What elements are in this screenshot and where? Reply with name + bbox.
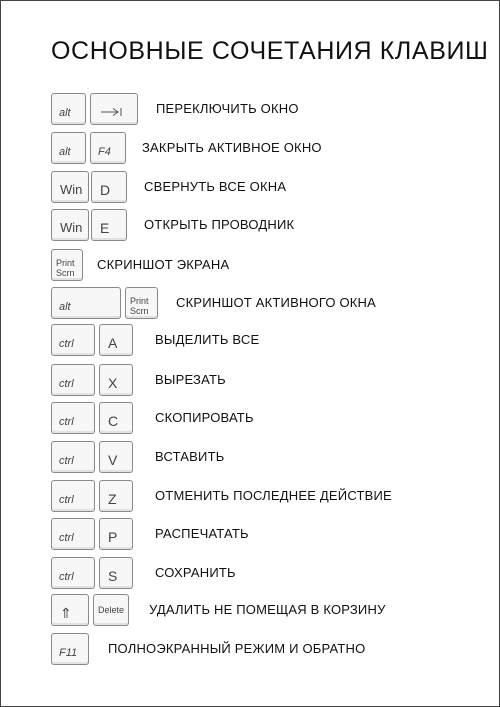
key-label: Print Scrn [56, 258, 75, 278]
shortcut-row [1, 287, 500, 323]
page-title: ОСНОВНЫЕ СОЧЕТАНИЯ КЛАВИШ [51, 37, 489, 65]
shortcut-description: УДАЛИТЬ НЕ ПОМЕЩАЯ В КОРЗИНУ [149, 602, 386, 617]
key-z [99, 480, 133, 512]
key-label: C [108, 413, 119, 429]
key-label: P [108, 529, 118, 545]
key-ctrl [51, 518, 95, 550]
key-label: alt [59, 301, 71, 313]
key-tab [90, 93, 138, 125]
shortcut-description: ВЫДЕЛИТЬ ВСЕ [155, 332, 260, 347]
shortcut-row [1, 594, 500, 630]
key-s [99, 557, 133, 589]
key-e [91, 209, 127, 241]
shortcut-row [1, 324, 500, 360]
key-label: alt [59, 107, 71, 119]
key-label: ctrl [59, 494, 74, 506]
key-label: V [108, 452, 118, 468]
key-v [99, 441, 133, 473]
shortcut-row [1, 557, 500, 593]
key-label: D [100, 182, 111, 198]
key-f4 [90, 132, 126, 164]
key-label: ctrl [59, 532, 74, 544]
shortcut-description: ВСТАВИТЬ [155, 449, 225, 464]
key-label: Delete [98, 605, 125, 615]
shortcut-description: ОТМЕНИТЬ ПОСЛЕДНЕЕ ДЕЙСТВИЕ [155, 488, 392, 503]
tab-arrow-icon [100, 107, 124, 117]
shortcut-row [1, 209, 500, 245]
key-label: ctrl [59, 416, 74, 428]
key-x [99, 364, 133, 396]
key-alt [51, 93, 86, 125]
key-label: F4 [98, 146, 111, 158]
key-label: alt [59, 146, 71, 158]
key-label: Win [60, 182, 83, 197]
key-print-screen [125, 287, 158, 319]
shortcut-description: ПЕРЕКЛЮЧИТЬ ОКНО [156, 101, 299, 116]
shortcut-row [1, 364, 500, 400]
shortcut-description: ПОЛНОЭКРАННЫЙ РЕЖИМ И ОБРАТНО [108, 641, 366, 656]
shortcut-row [1, 518, 500, 554]
shortcut-row [1, 132, 500, 168]
key-d [91, 171, 127, 203]
key-print-screen [51, 249, 83, 281]
shortcut-description: РАСПЕЧАТАТЬ [155, 526, 249, 541]
shortcut-row [1, 249, 500, 285]
shortcut-description: ВЫРЕЗАТЬ [155, 372, 226, 387]
key-shift [51, 594, 89, 626]
key-label: F11 [59, 647, 78, 659]
key-label: S [108, 568, 118, 584]
shortcut-row [1, 171, 500, 207]
key-label: ctrl [59, 571, 74, 583]
key-ctrl [51, 364, 95, 396]
key-label: X [108, 375, 118, 391]
shortcut-description: СВЕРНУТЬ ВСЕ ОКНА [144, 179, 287, 194]
key-alt [51, 287, 121, 319]
key-c [99, 402, 133, 434]
key-label: ctrl [59, 455, 74, 467]
shortcut-description: СКОПИРОВАТЬ [155, 410, 254, 425]
shortcut-description: СКРИНШОТ ЭКРАНА [97, 257, 230, 272]
shortcut-description: ОТКРЫТЬ ПРОВОДНИК [144, 217, 295, 232]
key-label: ctrl [59, 378, 74, 390]
key-win [51, 171, 89, 203]
key-label: ctrl [59, 338, 74, 350]
shortcut-row [1, 480, 500, 516]
key-delete [93, 594, 129, 626]
key-ctrl [51, 557, 95, 589]
shift-arrow-icon: ⇑ [60, 605, 72, 621]
key-label: E [100, 220, 110, 236]
key-alt [51, 132, 86, 164]
shortcut-description: СОХРАНИТЬ [155, 565, 236, 580]
key-p [99, 518, 133, 550]
key-f11 [51, 633, 89, 665]
key-win [51, 209, 89, 241]
key-label: Win [60, 220, 83, 235]
shortcut-description: ЗАКРЫТЬ АКТИВНОЕ ОКНО [142, 140, 322, 155]
shortcut-row [1, 93, 500, 129]
key-ctrl [51, 402, 95, 434]
key-ctrl [51, 480, 95, 512]
key-label: Print Scrn [130, 296, 149, 316]
key-label: A [108, 335, 118, 351]
shortcut-description: СКРИНШОТ АКТИВНОГО ОКНА [176, 295, 377, 310]
shortcut-row [1, 441, 500, 477]
shortcut-row [1, 633, 500, 669]
shortcut-row [1, 402, 500, 438]
key-ctrl [51, 441, 95, 473]
key-label: Z [108, 491, 117, 507]
key-ctrl [51, 324, 95, 356]
key-a [99, 324, 133, 356]
